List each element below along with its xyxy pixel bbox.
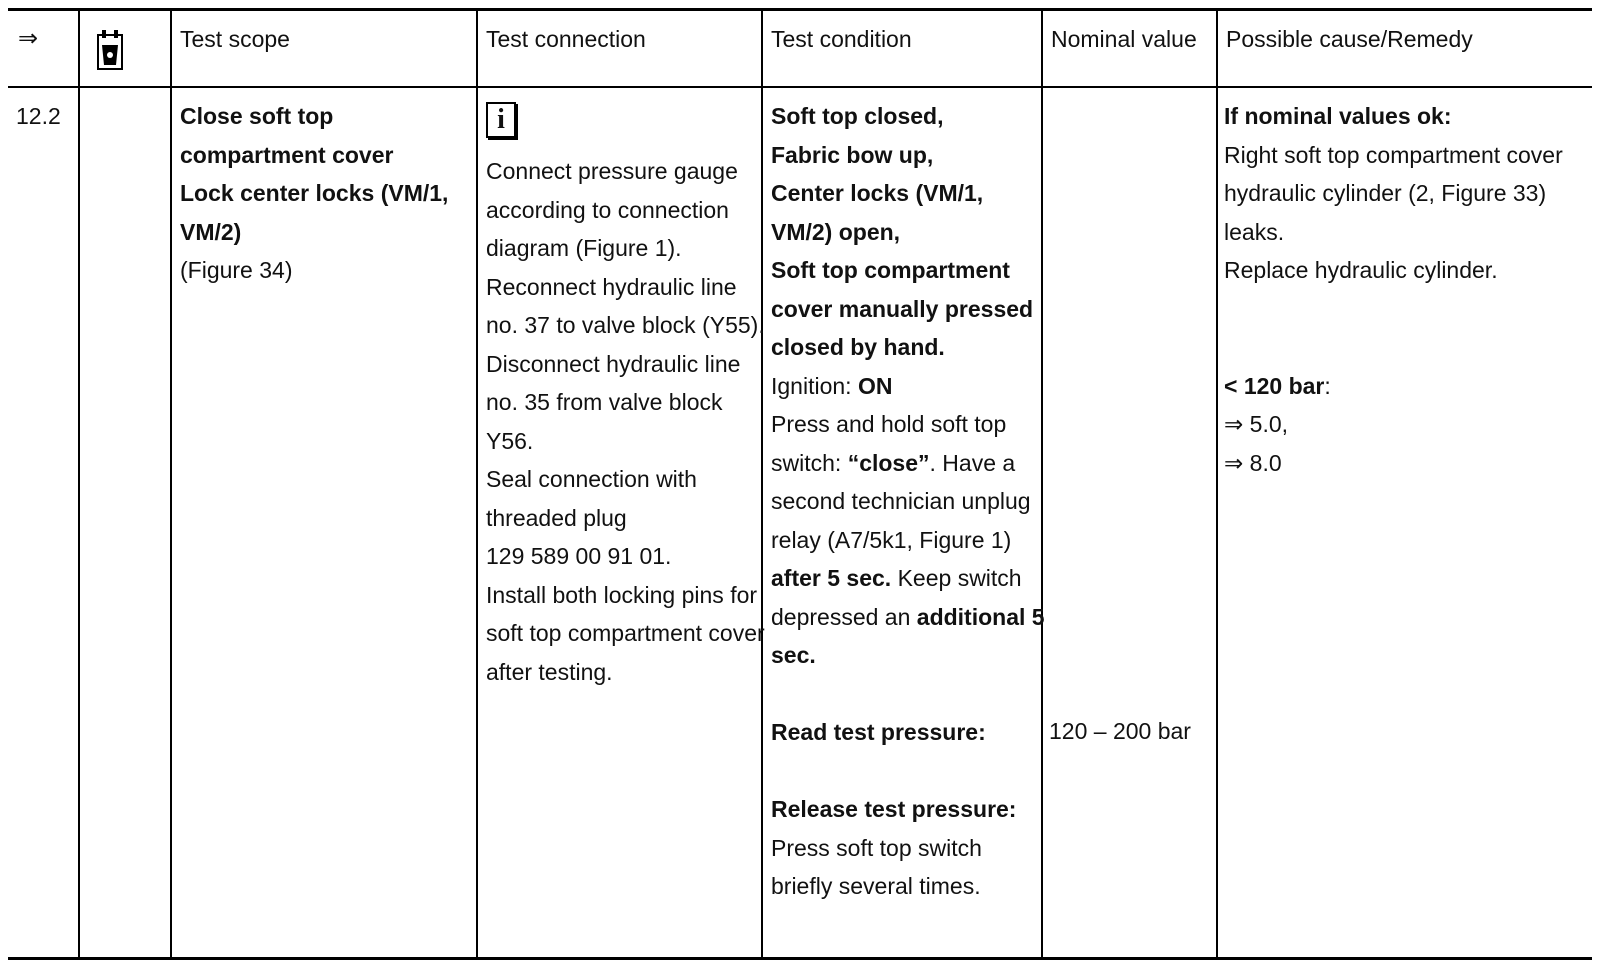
press-line (771, 598, 1045, 637)
additional-5: additional 5 (916, 603, 1045, 630)
press-line-text: switch: (771, 449, 848, 476)
test-scope-line: compartment cover (180, 141, 394, 168)
connection-line: Y56. (486, 427, 534, 454)
press-line: Press and hold soft top (771, 411, 1007, 437)
test-scope-line: VM/2) (180, 218, 242, 245)
reference-link: ⇒ 8.0 (1224, 449, 1282, 476)
condition-line: Soft top closed, (771, 103, 944, 129)
condition-line: Soft top compartment (771, 257, 1010, 283)
connection-line: after testing. (486, 658, 613, 685)
connection-line: Seal connection with (486, 466, 697, 492)
after-5-sec: after 5 sec. (771, 565, 892, 591)
press-line (771, 559, 1041, 598)
test-scope-line: Close soft top (180, 103, 334, 129)
test-condition-cell (761, 97, 1045, 906)
connection-line: threaded plug (486, 504, 627, 531)
possible-cause-cell (1216, 97, 1592, 482)
header-arrow: ⇒ (18, 25, 39, 52)
spacer (771, 675, 1041, 714)
header-test-condition: Test condition (771, 26, 912, 52)
header-nominal-value: Nominal value (1051, 26, 1197, 52)
low-pressure-value: < 120 bar (1224, 372, 1325, 399)
low-pressure-colon: : (1324, 372, 1331, 399)
low-pressure-heading (1224, 367, 1592, 406)
press-line: sec. (771, 642, 816, 668)
header-possible-cause: Possible cause/Remedy (1226, 26, 1473, 52)
connection-line: 129 589 00 91 01. (486, 543, 672, 569)
test-scope-cell (170, 97, 476, 290)
ok-heading: If nominal values ok: (1224, 103, 1452, 129)
condition-line: Fabric bow up, (771, 141, 934, 168)
nominal-value: 120 – 200 bar (1049, 718, 1191, 744)
connection-line: no. 35 from valve block (486, 389, 723, 415)
press-line-text: Keep switch (891, 565, 1022, 591)
header-test-connection: Test connection (486, 26, 646, 52)
ignition-line (771, 367, 1041, 406)
connection-line: according to connection (486, 196, 729, 223)
connection-line: soft top compartment cover (486, 620, 765, 646)
connection-line: Disconnect hydraulic line (486, 350, 741, 377)
header-test-scope: Test scope (180, 26, 290, 52)
test-table (8, 8, 1592, 960)
header-separator (8, 86, 1592, 88)
press-line-text: depressed an (771, 603, 917, 630)
test-scope-figure-ref: (Figure 34) (180, 257, 293, 283)
column-nominal-value (1041, 11, 1216, 957)
connection-line: Reconnect hydraulic line (486, 273, 737, 300)
spacer (1224, 328, 1592, 367)
condition-line: VM/2) open, (771, 218, 901, 245)
column-icon (78, 11, 170, 957)
condition-line: Center locks (VM/1, (771, 180, 984, 206)
condition-line: cover manually pressed (771, 295, 1034, 322)
read-test-pressure: Read test pressure: (771, 719, 986, 745)
column-arrow (8, 11, 78, 957)
remedy-line: Replace hydraulic cylinder. (1224, 257, 1498, 283)
ignition-label: Ignition: (771, 372, 858, 399)
ignition-value: ON (857, 372, 893, 399)
pressure-gauge-icon (96, 29, 124, 73)
press-line: relay (A7/5k1, Figure 1) (771, 526, 1012, 553)
info-icon: i (486, 102, 516, 138)
condition-line: closed by hand. (771, 334, 945, 360)
release-line: briefly several times. (771, 873, 981, 899)
connection-line: Connect pressure gauge (486, 158, 738, 184)
reference-link: ⇒ 5.0, (1224, 411, 1289, 437)
test-connection-cell (476, 101, 765, 691)
step-number: 12.2 (16, 103, 61, 129)
connection-line: diagram (Figure 1). (486, 235, 682, 261)
connection-line: Install both locking pins for (486, 581, 758, 608)
remedy-line: Right soft top compartment cover (1224, 141, 1563, 168)
spacer (771, 752, 1041, 791)
press-line (771, 444, 1041, 483)
release-test-pressure: Release test pressure: (771, 796, 1017, 822)
spacer (1224, 290, 1592, 329)
remedy-line: hydraulic cylinder (2, Figure 33) (1224, 180, 1547, 206)
remedy-line: leaks. (1224, 218, 1285, 245)
press-line-text: . Have a (929, 449, 1016, 476)
close-keyword: “close” (847, 449, 930, 476)
release-line: Press soft top switch (771, 834, 982, 861)
connection-line: no. 37 to valve block (Y55). (486, 312, 765, 338)
press-line: second technician unplug (771, 488, 1031, 514)
test-scope-line: Lock center locks (VM/1, (180, 180, 449, 206)
